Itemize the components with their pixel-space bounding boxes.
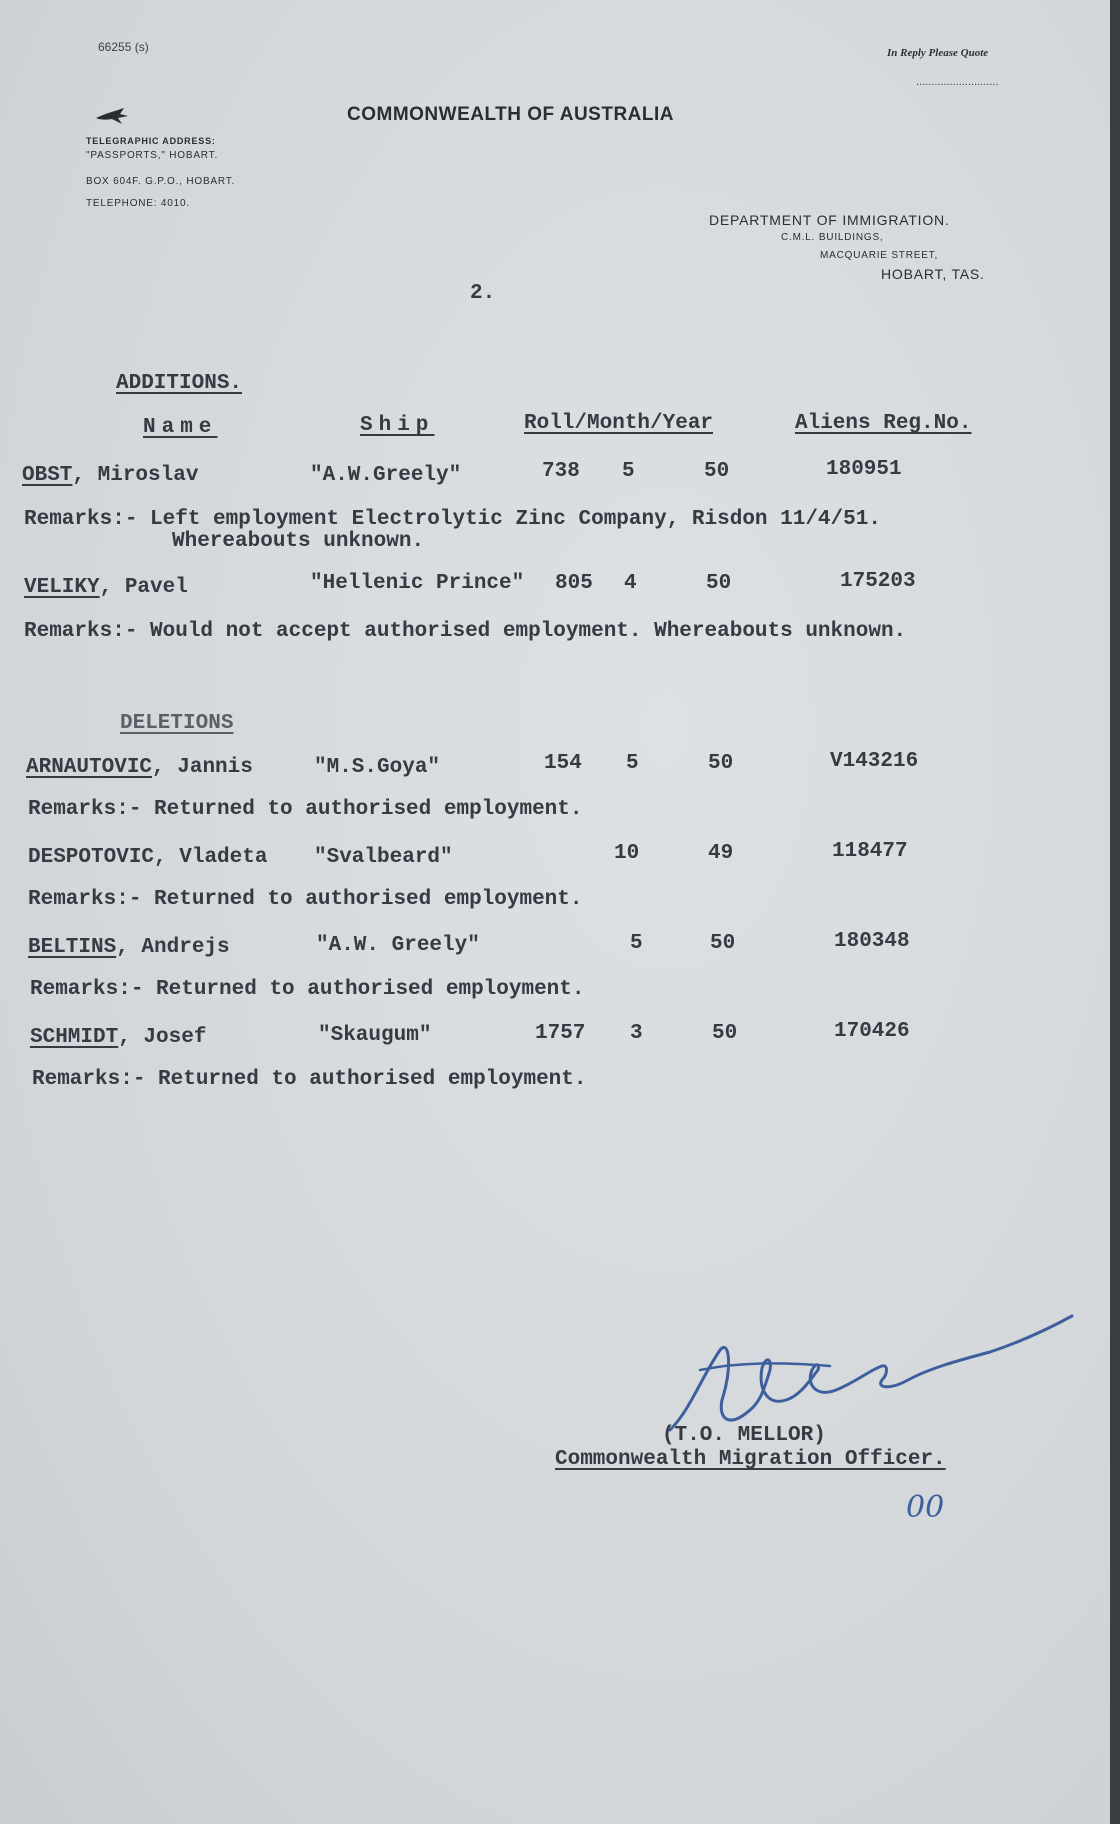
remarks: Remarks:- Returned to authorised employment. [28,798,583,821]
given-name: , Pavel [99,576,188,599]
reply-quote: In Reply Please Quote [887,47,989,59]
table-row [28,846,267,869]
remarks: Remarks:- Returned to authorised employment. [30,978,585,1001]
box-address: BOX 604F. G.P.O., HOBART. [86,176,236,187]
reg-number: 180951 [826,458,902,481]
ship: "A.W.Greely" [310,464,462,487]
year: 49 [708,842,734,865]
table-row [28,936,230,959]
remarks: Remarks:- Left employment Electrolytic Zinc Company, Risdon 11/4/51. [24,508,881,531]
department-name: DEPARTMENT OF IMMIGRATION. [709,212,950,228]
reg-number: 170426 [834,1020,910,1043]
surname: ARNAUTOVIC [26,756,153,779]
month: 5 [630,932,643,955]
month: 3 [630,1022,643,1045]
given-name: , Miroslav [72,464,199,487]
reply-dots: ........................... [916,76,999,88]
street: MACQUARIE STREET, [820,250,939,261]
month: 4 [624,572,637,595]
reg-number: 118477 [832,840,908,863]
year: 50 [710,932,736,955]
roll: 154 [544,752,582,775]
table-row [22,464,198,487]
roll: 738 [542,460,580,483]
given-name: , Jannis [152,756,253,779]
emblem-icon [94,104,132,126]
surname: DESPOTOVIC [28,846,155,869]
year: 50 [712,1022,738,1045]
year: 50 [704,460,730,483]
table-row [26,756,253,779]
given-name: , Andrejs [116,936,230,959]
given-name: , Josef [118,1026,207,1049]
year: 50 [706,572,732,595]
column-name: Name [143,416,218,439]
column-roll-month-year: Roll/Month/Year [524,412,714,435]
remarks: Remarks:- Returned to authorised employment. [32,1068,587,1091]
surname: SCHMIDT [30,1026,119,1049]
ship: "Skaugum" [318,1024,432,1047]
remarks-continued: Whereabouts unknown. [172,530,425,553]
given-name: , Vladeta [154,846,268,869]
reg-number: 180348 [834,930,910,953]
ship: "M.S.Goya" [314,756,441,779]
column-ship: Ship [360,414,435,437]
surname: VELIKY [24,576,100,599]
table-row [30,1026,206,1049]
month: 10 [614,842,640,865]
letterhead-title: COMMONWEALTH OF AUSTRALIA [347,104,675,125]
telephone: TELEPHONE: 4010. [86,198,190,209]
ship: "Svalbeard" [314,846,453,869]
handwritten-initials: 00 [906,1490,945,1525]
month: 5 [622,460,635,483]
surname: BELTINS [28,936,117,959]
telegraphic-value: "PASSPORTS," HOBART. [86,150,219,161]
reg-number: V143216 [830,750,919,773]
remarks: Remarks:- Would not accept authorised employment. Whereabouts unknown. [24,620,907,643]
page-number: 2. [470,282,496,305]
ship: "Hellenic Prince" [310,572,525,595]
signatory-name: (T.O. MELLOR) [662,1424,826,1447]
signatory-title: Commonwealth Migration Officer. [555,1448,946,1471]
surname: OBST [22,464,73,487]
table-row [24,576,188,599]
telegraphic-label: TELEGRAPHIC ADDRESS: [86,136,216,146]
building: C.M.L. BUILDINGS, [781,232,884,243]
reg-number: 175203 [840,570,916,593]
remarks: Remarks:- Returned to authorised employment. [28,888,583,911]
deletions-heading: DELETIONS [120,712,234,735]
form-number: 66255 (s) [98,40,149,54]
ship: "A.W. Greely" [316,934,480,957]
roll: 805 [555,572,593,595]
roll: 1757 [535,1022,586,1045]
city: HOBART, TAS. [881,266,985,282]
year: 50 [708,752,734,775]
month: 5 [626,752,639,775]
column-aliens-reg: Aliens Reg.No. [795,412,972,435]
additions-heading: ADDITIONS. [116,372,243,395]
